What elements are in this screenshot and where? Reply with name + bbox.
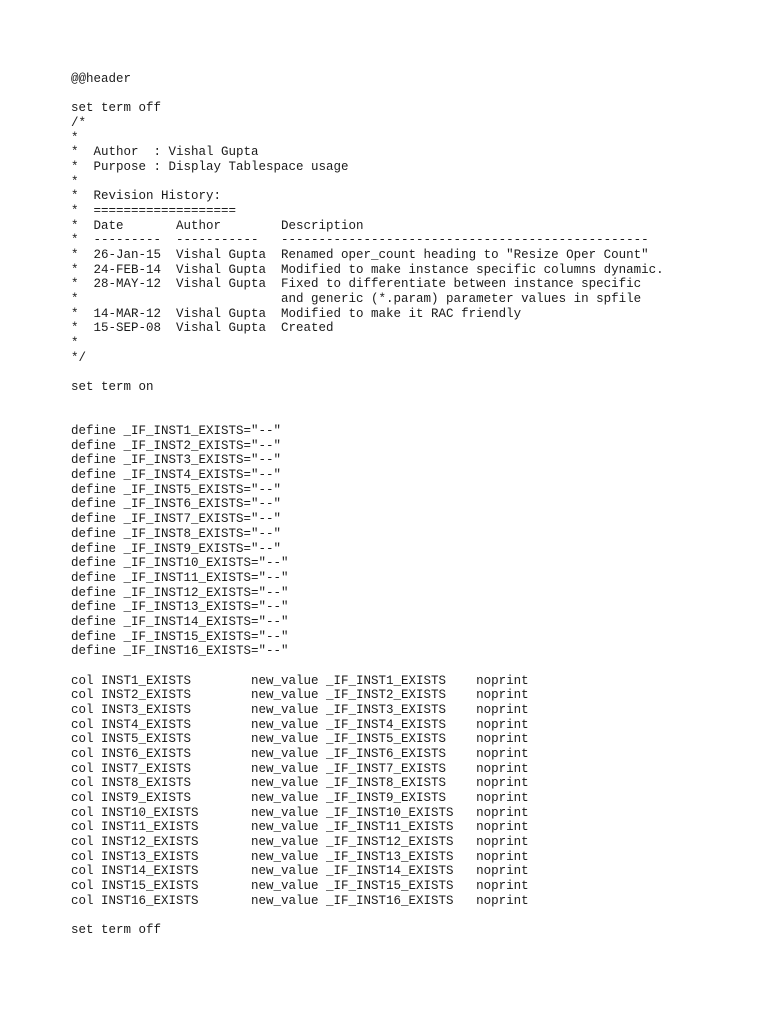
code-line: col INST8_EXISTS new_value _IF_INST8_EXISTS noprint (71, 776, 529, 791)
code-line (71, 409, 664, 424)
code-line: * and generic (*.param) parameter values in spfile (71, 292, 642, 307)
code-line: col INST3_EXISTS new_value _IF_INST3_EXISTS noprint (71, 702, 529, 717)
code-line: define _IF_INST5_EXISTS="--" (71, 482, 282, 497)
code-line: define _IF_INST2_EXISTS="--" (71, 438, 282, 453)
code-line: define _IF_INST8_EXISTS="--" (71, 526, 282, 541)
code-line: col INST4_EXISTS new_value _IF_INST4_EXISTS noprint (71, 717, 529, 732)
code-line: col INST2_EXISTS new_value _IF_INST2_EXISTS noprint (71, 688, 529, 703)
code-line: * =================== (71, 204, 237, 219)
code-line: * 28-MAY-12 Vishal Gupta Fixed to differentiate between instance specific (71, 277, 642, 292)
sql-script-text (71, 72, 664, 938)
code-line: define _IF_INST10_EXISTS="--" (71, 556, 289, 571)
code-line: */ (71, 350, 87, 365)
code-line: * --------- ----------- ------------------------------------------------- (71, 233, 649, 248)
code-line: /* (71, 116, 87, 131)
code-line: define _IF_INST11_EXISTS="--" (71, 570, 289, 585)
code-line: define _IF_INST9_EXISTS="--" (71, 541, 282, 556)
code-line: @@header (71, 72, 132, 86)
code-line: define _IF_INST6_EXISTS="--" (71, 497, 282, 512)
code-line: define _IF_INST1_EXISTS="--" (71, 424, 282, 439)
code-line: define _IF_INST12_EXISTS="--" (71, 585, 289, 600)
code-line: col INST11_EXISTS new_value _IF_INST11_EXISTS noprint (71, 820, 529, 835)
code-line: * Revision History: (71, 189, 222, 204)
code-line (71, 365, 664, 380)
code-line (71, 659, 664, 674)
code-line: col INST13_EXISTS new_value _IF_INST13_EXISTS noprint (71, 849, 529, 864)
code-line: set term off (71, 101, 162, 116)
code-line: * (71, 174, 79, 189)
code-line: * (71, 336, 79, 351)
code-line: * 15-SEP-08 Vishal Gupta Created (71, 321, 334, 336)
code-line: * Purpose : Display Tablespace usage (71, 160, 349, 175)
code-line: * (71, 130, 79, 145)
code-line: define _IF_INST15_EXISTS="--" (71, 629, 289, 644)
code-line: * 14-MAR-12 Vishal Gupta Modified to make it RAC friendly (71, 306, 522, 321)
code-line: col INST16_EXISTS new_value _IF_INST16_EXISTS noprint (71, 893, 529, 908)
code-line (71, 395, 664, 410)
code-line (71, 87, 664, 102)
code-line: * Date Author Description (71, 218, 364, 233)
code-line: col INST6_EXISTS new_value _IF_INST6_EXISTS noprint (71, 746, 529, 761)
code-line: define _IF_INST16_EXISTS="--" (71, 644, 289, 659)
code-line: col INST7_EXISTS new_value _IF_INST7_EXISTS noprint (71, 761, 529, 776)
code-line: col INST12_EXISTS new_value _IF_INST12_EXISTS noprint (71, 834, 529, 849)
code-line: define _IF_INST3_EXISTS="--" (71, 453, 282, 468)
code-line: col INST9_EXISTS new_value _IF_INST9_EXISTS noprint (71, 790, 529, 805)
code-line: set term on (71, 380, 154, 395)
code-line: define _IF_INST14_EXISTS="--" (71, 614, 289, 629)
code-line: col INST5_EXISTS new_value _IF_INST5_EXISTS noprint (71, 732, 529, 747)
code-line (71, 908, 664, 923)
code-line: define _IF_INST7_EXISTS="--" (71, 512, 282, 527)
code-line: * 24-FEB-14 Vishal Gupta Modified to make instance specific columns dynamic. (71, 262, 664, 277)
code-line: define _IF_INST4_EXISTS="--" (71, 468, 282, 483)
code-line: col INST10_EXISTS new_value _IF_INST10_EXISTS noprint (71, 805, 529, 820)
code-line: define _IF_INST13_EXISTS="--" (71, 600, 289, 615)
code-line: col INST1_EXISTS new_value _IF_INST1_EXISTS noprint (71, 673, 529, 688)
code-line: col INST14_EXISTS new_value _IF_INST14_EXISTS noprint (71, 864, 529, 879)
code-line: set term off (71, 922, 162, 937)
code-line: * 26-Jan-15 Vishal Gupta Renamed oper_count heading to "Resize Oper Count" (71, 248, 649, 263)
code-line: col INST15_EXISTS new_value _IF_INST15_EXISTS noprint (71, 878, 529, 893)
code-line: * Author : Vishal Gupta (71, 145, 259, 160)
